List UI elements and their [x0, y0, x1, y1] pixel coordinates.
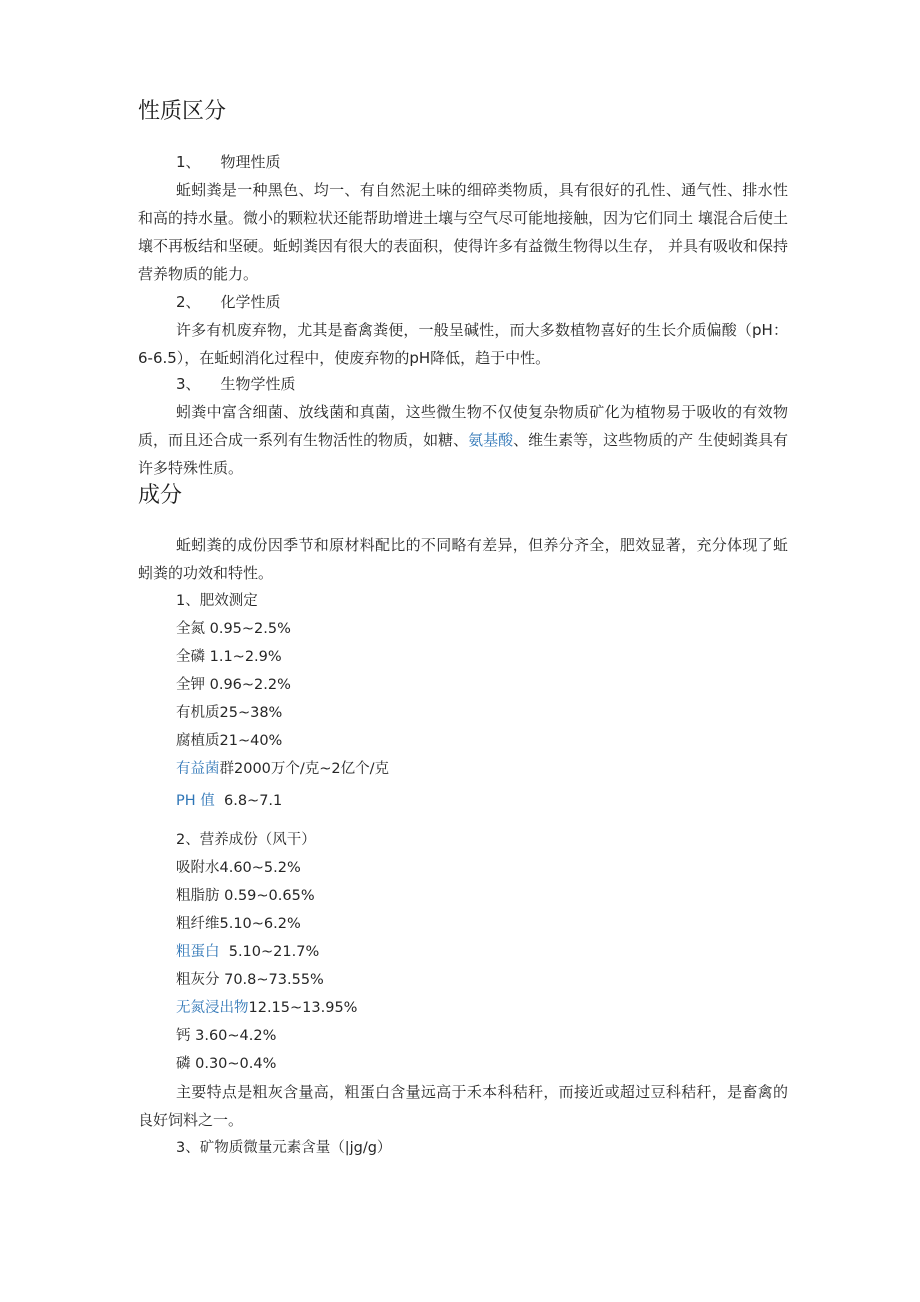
section-title-properties: 性质区分 [138, 99, 227, 124]
subheading-number: 1、 [176, 153, 201, 171]
list-item: 磷 0.30~0.4% [176, 1056, 277, 1072]
list-item: 钙 3.60~4.2% [176, 1028, 277, 1044]
list-item: 全磷 1.1~2.9% [176, 649, 282, 665]
subheading-fertility: 1、肥效测定 [176, 593, 258, 609]
list-item: 腐植质21~40% [176, 733, 283, 749]
list-item-text: 6.8~7.1 [214, 793, 283, 809]
subheading-minerals: 3、矿物质微量元素含量（|jg/g） [176, 1140, 392, 1156]
subheading-number: 3、 [176, 375, 201, 393]
list-item: 全氮 0.95~2.5% [176, 621, 291, 637]
list-item: 粗脂肪 0.59~0.65% [176, 888, 315, 904]
subheading-number: 2、 [176, 293, 201, 311]
list-item-text: 5.10~21.7% [219, 944, 320, 960]
subheading-text: 化学性质 [220, 293, 281, 311]
nitrogen-free-extract-link[interactable]: 无氮浸出物 [176, 1000, 249, 1016]
paragraph-physical: 蚯蚓粪是一种黑色、均一、有自然泥土味的细碎类物质，具有很好的孔性、通气性、排水性和高的持水量。微小的颗粒状还能帮助增进土壤与空气尽可能地接触，因为它们同土 壤混合后使土壤不再板结和坚硬。蚯蚓粪因有很大的表面积，使得许多有益微生物得以生存， 并具有吸收和保持营养物质的能力。 [138, 181, 788, 283]
list-item-text: 12.15~13.95% [248, 1000, 358, 1016]
list-item-ph [176, 787, 282, 815]
list-item: 吸附水4.60~5.2% [176, 860, 301, 876]
list-item: 粗灰分 70.8~73.55% [176, 972, 324, 988]
crude-protein-link[interactable]: 粗蛋白 [176, 944, 220, 960]
paragraph-text: 、维生素等，这些物质的产 生使蚓粪具有许多特殊性质。 [138, 431, 788, 477]
section-title-composition: 成分 [138, 483, 183, 508]
subheading-physical [176, 148, 281, 176]
subheading-biological [176, 370, 296, 398]
list-item-bacteria [176, 755, 389, 783]
list-item: 有机质25~38% [176, 705, 283, 721]
subheading-text: 物理性质 [220, 153, 281, 171]
subheading-text: 生物学性质 [220, 375, 296, 393]
list-item-text: 群2000万个/克~2亿个/克 [219, 761, 390, 777]
paragraph-composition-intro: 蚯蚓粪的成份因季节和原材料配比的不同略有差异，但养分齐全，肥效显著，充分体现了蚯蚓粪的功效和特性。 [138, 536, 788, 582]
list-item-protein [176, 938, 319, 966]
list-item: 全钾 0.96~2.2% [176, 677, 291, 693]
subheading-nutrition: 2、营养成份（风干） [176, 832, 316, 848]
subheading-chemical [176, 288, 281, 316]
beneficial-bacteria-link[interactable]: 有益菌 [176, 761, 220, 777]
paragraph-text: 蚓粪中富含细菌、放线菌和真菌，这些微生物不仅使复杂物质矿化为植物易于吸收的有效物质，而且还合成一系列有生物活性的物质，如糖、 [138, 403, 788, 449]
paragraph-biological [138, 398, 788, 482]
ph-value-link[interactable]: PH 值 [176, 793, 215, 809]
paragraph-chemical: 许多有机废弃物，尤其是畜禽粪便，一般呈碱性，而大多数植物喜好的生长介质偏酸（pH： 6-6.5），在蚯蚓消化过程中，使废弃物的pH降低，趋于中性。 [138, 321, 788, 367]
amino-acid-link[interactable]: 氨基酸 [468, 431, 514, 449]
list-item-nfe [176, 994, 357, 1022]
list-item: 粗纤维5.10~6.2% [176, 916, 301, 932]
paragraph-nutrition-summary: 主要特点是粗灰含量高，粗蛋白含量远高于禾本科秸秆，而接近或超过豆科秸秆，是畜禽的良好饲料之一。 [138, 1083, 788, 1129]
